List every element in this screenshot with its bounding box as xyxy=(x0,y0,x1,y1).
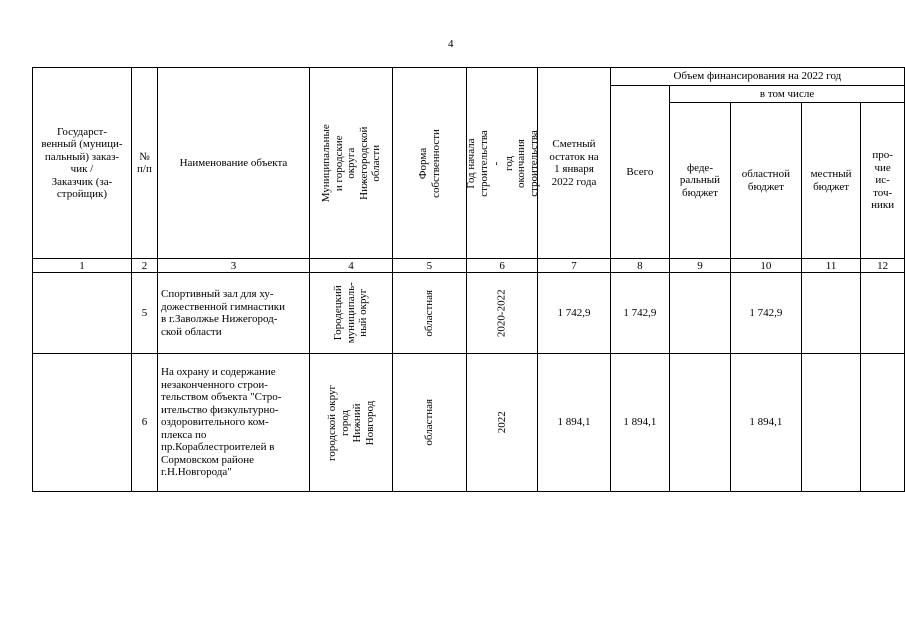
header-years: Год начала строительства - год окончания строительства xyxy=(466,68,538,259)
row-total: 1 742,9 xyxy=(610,273,669,354)
header-local: местный бюджет xyxy=(801,103,860,259)
table-row xyxy=(33,354,905,492)
row-customer xyxy=(33,354,132,492)
col-number: 3 xyxy=(158,259,310,273)
header-municipality: Муниципальные и городские округа Нижегородской области xyxy=(309,68,392,259)
header-num: № п/п xyxy=(131,68,157,259)
row-federal xyxy=(670,273,731,354)
col-number: 4 xyxy=(309,259,392,273)
row-estimate: 1 742,9 xyxy=(538,273,610,354)
row-regional: 1 894,1 xyxy=(730,354,801,492)
row-customer xyxy=(33,273,132,354)
row-regional: 1 742,9 xyxy=(730,273,801,354)
row-estimate: 1 894,1 xyxy=(538,354,610,492)
row-ownership: областная xyxy=(392,273,466,354)
col-number: 7 xyxy=(538,259,610,273)
col-number: 2 xyxy=(131,259,157,273)
row-federal xyxy=(670,354,731,492)
header-funding: Объем финансирования на 2022 год xyxy=(610,68,904,86)
row-local xyxy=(801,273,860,354)
row-name: Спортивный зал для ху- дожественной гимнастики в г.Заволжье Нижегород- ской области xyxy=(158,273,310,354)
col-number: 1 xyxy=(33,259,132,273)
table-row xyxy=(33,273,905,354)
col-number: 6 xyxy=(466,259,538,273)
row-municipality: Городецкий муниципаль- ный округ xyxy=(309,273,392,354)
financing-table xyxy=(32,67,905,492)
row-num: 5 xyxy=(131,273,157,354)
row-ownership: областная xyxy=(392,354,466,492)
row-years: 2020-2022 xyxy=(466,273,538,354)
header-total: Всего xyxy=(610,86,669,259)
col-number: 9 xyxy=(670,259,731,273)
row-years: 2022 xyxy=(466,354,538,492)
header-other: про- чие ис- точ- ники xyxy=(861,103,905,259)
col-number: 5 xyxy=(392,259,466,273)
row-municipality: городской округ город Нижний Новгород xyxy=(309,354,392,492)
row-name: На охрану и содержание незаконченного строи- тельством объекта "Стро- ительство физкультурно- оздоровительного ком- плекса по пр.Кораблестроителей в Сормовском районе г.Н.Новгорода" xyxy=(158,354,310,492)
col-number: 12 xyxy=(861,259,905,273)
row-other xyxy=(861,354,905,492)
col-number: 11 xyxy=(801,259,860,273)
header-estimate: Сметный остаток на 1 января 2022 года xyxy=(538,68,610,259)
row-local xyxy=(801,354,860,492)
header-ownership: Форма собственности xyxy=(392,68,466,259)
row-other xyxy=(861,273,905,354)
col-number: 8 xyxy=(610,259,669,273)
header-object-name: Наименование объекта xyxy=(158,68,310,259)
header-including: в том числе xyxy=(670,86,905,103)
header-federal: феде- ральный бюджет xyxy=(670,103,731,259)
col-number: 10 xyxy=(730,259,801,273)
header-customer: Государст- венный (муници- пальный) заказ- чик / Заказчик (за- стройщик) xyxy=(33,68,132,259)
column-number-row xyxy=(33,259,905,273)
row-num: 6 xyxy=(131,354,157,492)
row-total: 1 894,1 xyxy=(610,354,669,492)
page-number: 4 xyxy=(448,38,454,50)
header-regional: областной бюджет xyxy=(730,103,801,259)
